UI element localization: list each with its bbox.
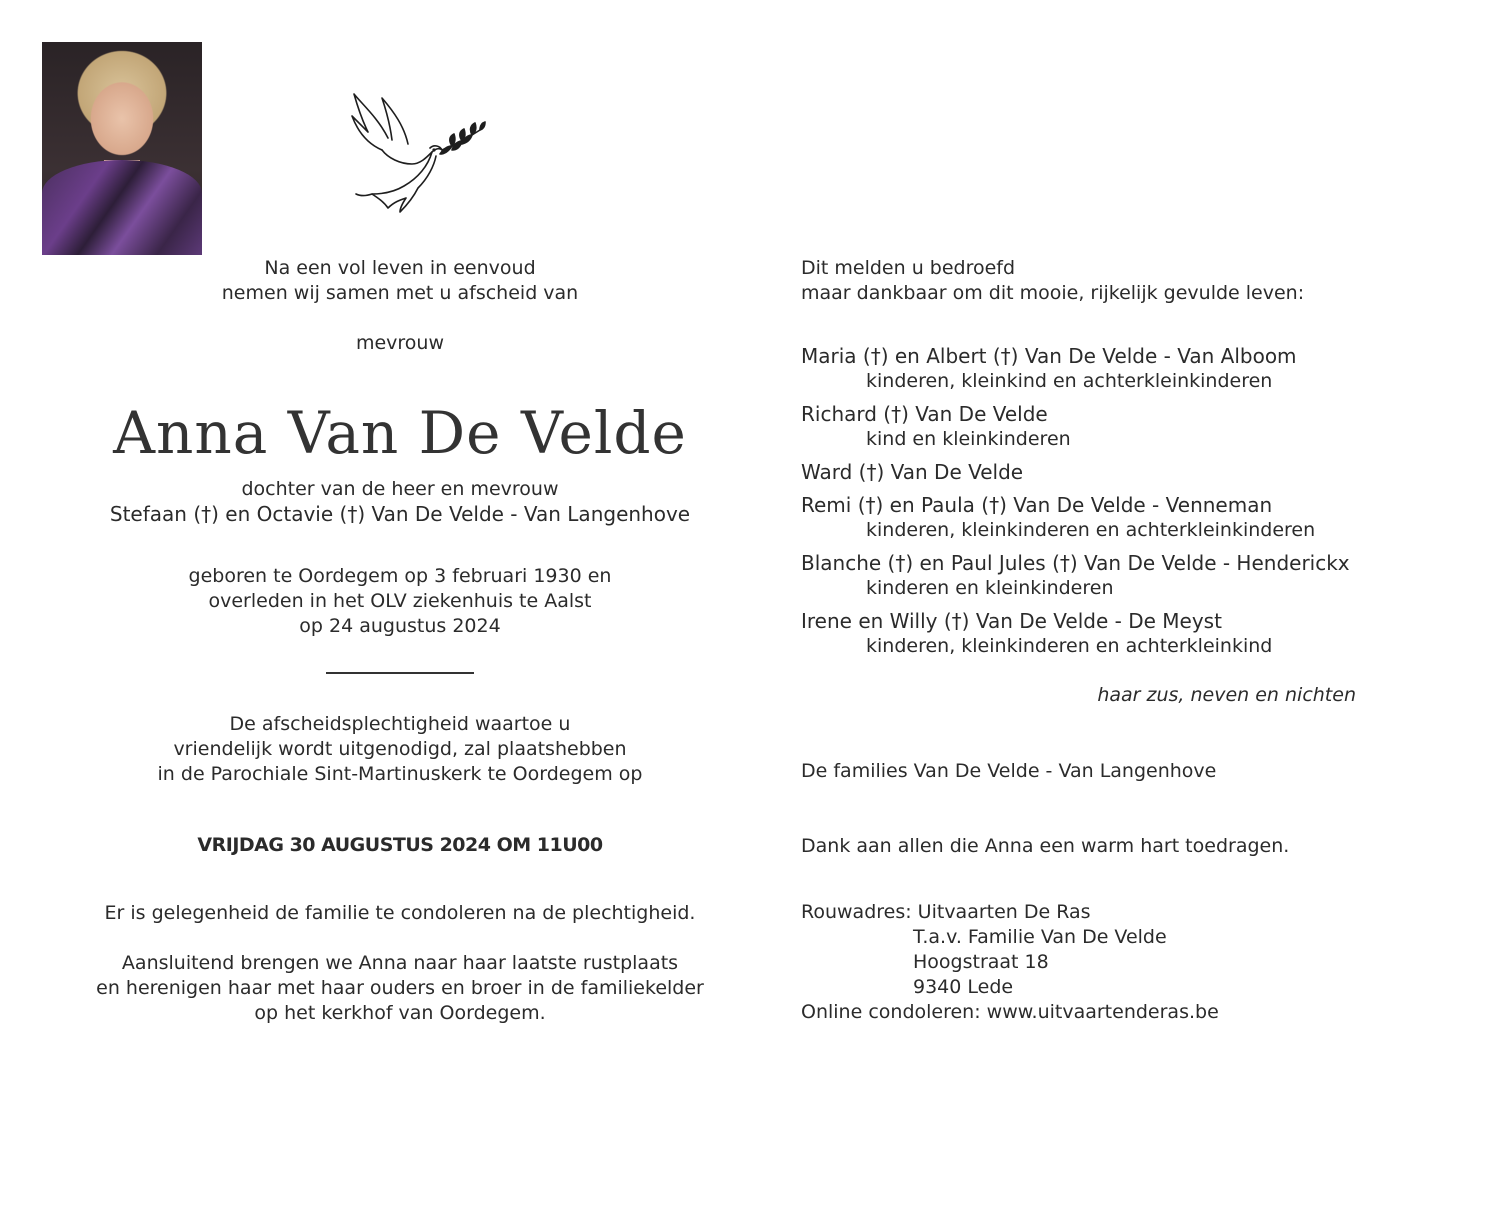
condolence-line: Er is gelegenheid de familie te condoleren na de plechtigheid. xyxy=(104,902,696,924)
ceremony-datetime: VRIJDAG 30 AUGUSTUS 2024 OM 11U00 xyxy=(197,834,603,856)
deceased-name: Anna Van De Velde xyxy=(113,399,687,467)
announce-line: maar dankbaar om dit mooie, rijkelijk gevulde leven: xyxy=(801,282,1305,304)
birth-death-line: op 24 augustus 2024 xyxy=(299,615,501,637)
address-label: Rouwadres: Uitvaarten De Ras xyxy=(801,901,1091,923)
right-column xyxy=(801,256,1421,1025)
left-column xyxy=(60,256,740,1026)
portrait-photo xyxy=(42,42,202,255)
parents-line: Stefaan (†) en Octavie (†) Van De Velde - Van Langenhove xyxy=(109,502,691,526)
family-sub: kinderen, kleinkind en achterkleinkinderen xyxy=(866,370,1273,392)
ceremony-line: in de Parochiale Sint-Martinuskerk te Oordegem op xyxy=(157,763,643,785)
thanks-line: Dank aan allen die Anna een warm hart toedragen. xyxy=(801,835,1290,857)
address-line: T.a.v. Familie Van De Velde xyxy=(913,926,1167,948)
address-line: Hoogstraat 18 xyxy=(913,951,1049,973)
announce-line: Dit melden u bedroefd xyxy=(801,257,1016,279)
family-main: Maria (†) en Albert (†) Van De Velde - Van Alboom xyxy=(801,344,1297,368)
family-main: Irene en Willy (†) Van De Velde - De Meyst xyxy=(801,609,1222,633)
intro-line: Na een vol leven in eenvoud xyxy=(264,257,536,279)
burial-line: Aansluitend brengen we Anna naar haar laatste rustplaats xyxy=(121,952,679,974)
address-line: 9340 Lede xyxy=(913,976,1014,998)
family-sub: kind en kleinkinderen xyxy=(866,428,1071,450)
title-prefix: mevrouw xyxy=(355,332,445,354)
family-sub: kinderen, kleinkinderen en achterkleinkind xyxy=(866,635,1273,657)
families-line: De families Van De Velde - Van Langenhove xyxy=(801,760,1217,782)
relatives-line: haar zus, neven en nichten xyxy=(1097,684,1356,706)
ceremony-line: vriendelijk wordt uitgenodigd, zal plaatshebben xyxy=(173,738,627,760)
family-sub: kinderen en kleinkinderen xyxy=(866,577,1114,599)
family-main: Remi (†) en Paula (†) Van De Velde - Venneman xyxy=(801,493,1273,517)
intro-line: nemen wij samen met u afscheid van xyxy=(221,282,579,304)
family-main: Richard (†) Van De Velde xyxy=(801,402,1048,426)
birth-death-line: overleden in het OLV ziekenhuis te Aalst xyxy=(208,590,592,612)
dove-icon xyxy=(348,88,488,216)
birth-death-line: geboren te Oordegem op 3 februari 1930 en xyxy=(188,565,612,587)
family-sub: kinderen, kleinkinderen en achterkleinkinderen xyxy=(866,519,1316,541)
burial-line: en herenigen haar met haar ouders en broer in de familiekelder xyxy=(96,977,704,999)
online-condolence-link[interactable]: Online condoleren: www.uitvaartenderas.be xyxy=(801,1001,1219,1023)
family-main: Blanche (†) en Paul Jules (†) Van De Velde - Henderickx xyxy=(801,551,1350,575)
ceremony-line: De afscheidsplechtigheid waartoe u xyxy=(229,713,571,735)
burial-line: op het kerkhof van Oordegem. xyxy=(254,1002,546,1024)
parents-line: dochter van de heer en mevrouw xyxy=(241,478,559,500)
family-main: Ward (†) Van De Velde xyxy=(801,460,1024,484)
family-list xyxy=(801,344,1421,659)
